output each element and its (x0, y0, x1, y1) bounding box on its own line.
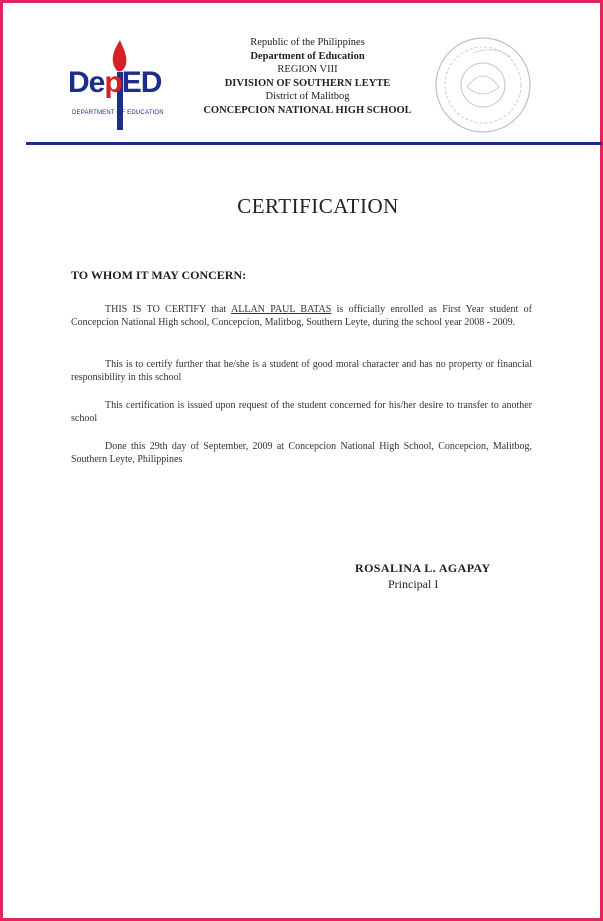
paragraph-date-place (71, 440, 532, 466)
document-title: CERTIFICATION (237, 194, 399, 218)
header-division: DIVISION OF SOUTHERN LEYTE (224, 77, 391, 89)
logo-text-de: De (68, 66, 105, 99)
paragraph-purpose-text: This certification is issued upon request of the student concerned for his/her desire to transfer to another school (71, 400, 532, 425)
paragraph-enrollment-rest: is officially enrolled as First Year student of Concepcion National High school, Concepcion, Malitbog, Southern Leyte, during the school year 2008 - 2009. (71, 304, 532, 329)
header-republic: Republic of the Philippines (250, 37, 365, 48)
logo-text-ed: ED (121, 66, 162, 99)
paragraph-enrollment-lead: THIS IS TO CERTIFY that (105, 304, 231, 315)
header-department: Department of Education (250, 50, 365, 62)
salutation: TO WHOM IT MAY CONCERN: (71, 268, 247, 282)
paragraph-enrollment (71, 303, 532, 329)
header-divider (26, 142, 602, 145)
deped-logo (68, 38, 180, 133)
logo-text-p: p (104, 66, 122, 99)
paragraph-moral-character-text: This is to certify further that he/she is a student of good moral character and has no property or financial responsibility in this school (71, 359, 532, 384)
paragraph-date-place-text: Done this 29th day of September, 2009 at Concepcion National High School, Concepcion, Malitbog, Southern Leyte, Philippines (71, 441, 532, 466)
student-name: ALLAN PAUL BATAS (231, 304, 332, 315)
school-seal-icon (433, 35, 533, 135)
signatory-position: Principal I (388, 577, 439, 591)
header-school: CONCEPCION NATIONAL HIGH SCHOOL (203, 104, 412, 116)
signatory-name: ROSALINA L. AGAPAY (355, 561, 491, 575)
letterhead (180, 36, 435, 118)
paragraph-moral-character (71, 358, 532, 384)
header-region: REGION VIII (277, 64, 338, 76)
header-district: District of Malitbog (265, 91, 350, 103)
paragraph-purpose (71, 399, 532, 425)
logo-subtitle: DEPARTMENT OF EDUCATION (72, 110, 164, 116)
